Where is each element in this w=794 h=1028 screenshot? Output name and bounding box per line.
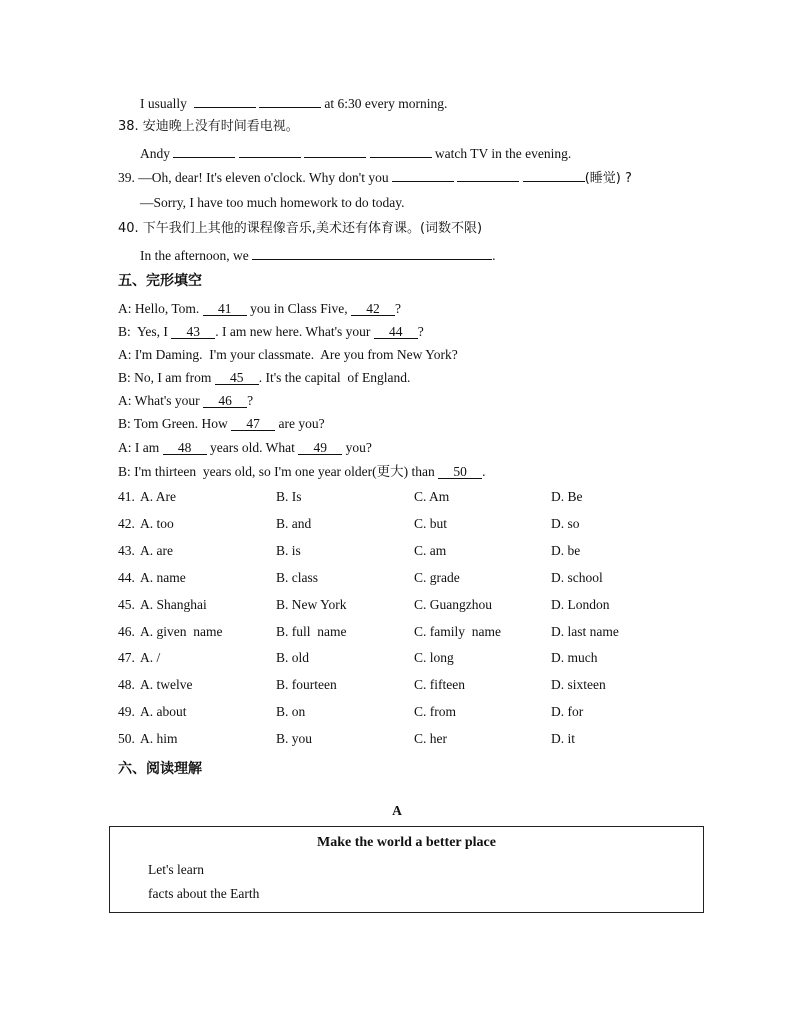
q40-start-text: In the afternoon, we: [140, 248, 249, 263]
cloze-blank[interactable]: 44: [374, 325, 418, 339]
q40-prompt: 40. 下午我们上其他的课程像音乐,美术还有体育课。(词数不限): [118, 221, 483, 236]
option-d[interactable]: D. much: [551, 650, 598, 665]
option-c[interactable]: C. Am: [414, 489, 450, 504]
answer-blank[interactable]: [173, 144, 235, 158]
q38-prompt: 38. 安迪晚上没有时间看电视。: [118, 119, 299, 134]
dialog-text: B: No, I am from: [118, 370, 215, 385]
cloze-heading: 五、完形填空: [118, 273, 202, 289]
dialog-text: . It's the capital of England.: [258, 370, 411, 385]
q39-line1: [118, 168, 632, 188]
cloze-blank[interactable]: 46: [203, 394, 247, 408]
dialog-text: B: Yes, I: [118, 324, 172, 339]
option-d[interactable]: D. school: [551, 570, 603, 585]
option-number: 44.: [118, 570, 135, 585]
option-b[interactable]: B. fourteen: [276, 677, 337, 692]
dialog-text: ?: [417, 324, 424, 339]
option-d[interactable]: D. it: [551, 731, 576, 746]
answer-blank[interactable]: [304, 144, 366, 158]
q39-start-text: 39. —Oh, dear! It's eleven o'clock. Why don't you: [118, 170, 389, 185]
dialog-line: [118, 463, 486, 481]
reading-passage-box: [109, 826, 704, 913]
answer-blank[interactable]: [252, 246, 492, 260]
option-b[interactable]: B. on: [276, 704, 306, 719]
option-b[interactable]: B. full name: [276, 624, 347, 639]
option-a[interactable]: A. him: [140, 731, 178, 746]
option-a[interactable]: A. name: [140, 570, 186, 585]
passage-label: A: [392, 803, 402, 818]
option-a[interactable]: A. Shanghai: [140, 597, 207, 612]
q40-answer-line: [140, 246, 495, 265]
dialog-text: A: I'm Daming. I'm your classmate. Are you from New York?: [118, 347, 458, 362]
option-b[interactable]: B. and: [276, 516, 312, 531]
option-number: 48.: [118, 677, 135, 692]
cloze-blank[interactable]: 50: [438, 465, 482, 479]
q37-start-text: I usually: [140, 96, 187, 111]
option-c[interactable]: C. fifteen: [414, 677, 465, 692]
q37-answer-line: [140, 94, 447, 113]
dialog-text: ?: [394, 301, 401, 316]
answer-blank[interactable]: [194, 94, 256, 108]
cloze-blank[interactable]: 43: [171, 325, 215, 339]
option-d[interactable]: D. Be: [551, 489, 583, 504]
q39-hint: (睡觉) ?: [584, 171, 632, 186]
cloze-blank[interactable]: 49: [298, 441, 342, 455]
option-a[interactable]: A. Are: [140, 489, 176, 504]
cloze-blank[interactable]: 48: [163, 441, 207, 455]
dialog-text: B: Tom Green. How: [118, 416, 232, 431]
q38-end-text: watch TV in the evening.: [434, 146, 572, 161]
option-number: 46.: [118, 624, 135, 639]
reading-heading: 六、阅读理解: [118, 761, 202, 777]
option-a[interactable]: A. /: [140, 650, 161, 665]
option-b[interactable]: B. old: [276, 650, 310, 665]
dialog-text: years old. What: [206, 440, 299, 455]
option-number: 42.: [118, 516, 135, 531]
dialog-text: . I am new here. What's your: [215, 324, 374, 339]
dialog-line: [118, 439, 372, 457]
option-number: 47.: [118, 650, 135, 665]
option-number: 50.: [118, 731, 135, 746]
cloze-blank[interactable]: 47: [231, 417, 275, 431]
dialog-text: A: What's your: [118, 393, 204, 408]
q37-end-text: at 6:30 every morning.: [324, 96, 448, 111]
option-number: 49.: [118, 704, 135, 719]
cloze-blank[interactable]: 42: [351, 302, 395, 316]
q40-end-text: .: [492, 248, 496, 263]
option-b[interactable]: B. New York: [276, 597, 347, 612]
option-c[interactable]: C. am: [414, 543, 447, 558]
option-a[interactable]: A. given name: [140, 624, 223, 639]
option-b[interactable]: B. you: [276, 731, 313, 746]
answer-blank[interactable]: [370, 144, 432, 158]
option-b[interactable]: B. is: [276, 543, 301, 558]
dialog-text: ?: [247, 393, 254, 408]
option-d[interactable]: D. London: [551, 597, 610, 612]
q38-answer-line: [140, 144, 571, 163]
option-b[interactable]: B. Is: [276, 489, 302, 504]
option-number: 41.: [118, 489, 135, 504]
option-number: 45.: [118, 597, 135, 612]
dialog-text: A: I am: [118, 440, 163, 455]
q38-start-text: Andy: [140, 146, 170, 161]
dialog-text: .: [482, 464, 486, 479]
option-c[interactable]: C. Guangzhou: [414, 597, 492, 612]
dialog-line: [118, 300, 401, 318]
option-d[interactable]: D. so: [551, 516, 580, 531]
option-d[interactable]: D. for: [551, 704, 584, 719]
dialog-text: you in Class Five,: [246, 301, 351, 316]
dialog-line: [118, 415, 325, 433]
option-b[interactable]: B. class: [276, 570, 318, 585]
option-c[interactable]: C. family name: [414, 624, 501, 639]
option-c[interactable]: C. her: [414, 731, 447, 746]
cloze-blank[interactable]: 41: [203, 302, 247, 316]
answer-blank[interactable]: [523, 168, 585, 182]
dialog-text: B: I'm thirteen years old, so I'm one year older(更大) than: [118, 464, 439, 479]
option-d[interactable]: D. be: [551, 543, 581, 558]
passage-title: Make the world a better place: [317, 835, 496, 850]
passage-line: facts about the Earth: [148, 886, 260, 901]
dialog-line: [118, 369, 410, 387]
option-c[interactable]: C. long: [414, 650, 454, 665]
option-c[interactable]: C. grade: [414, 570, 460, 585]
option-d[interactable]: D. sixteen: [551, 677, 606, 692]
option-c[interactable]: C. but: [414, 516, 448, 531]
dialog-line: [118, 392, 253, 410]
cloze-blank[interactable]: 45: [215, 371, 259, 385]
passage-line: Let's learn: [148, 862, 205, 877]
answer-blank[interactable]: [457, 168, 519, 182]
option-a[interactable]: A. about: [140, 704, 187, 719]
dialog-text: are you?: [275, 416, 325, 431]
dialog-text: you?: [342, 440, 372, 455]
q39-line2: —Sorry, I have too much homework to do today.: [140, 195, 405, 210]
option-a[interactable]: A. are: [140, 543, 173, 558]
option-a[interactable]: A. too: [140, 516, 174, 531]
option-number: 43.: [118, 543, 135, 558]
answer-blank[interactable]: [239, 144, 301, 158]
answer-blank[interactable]: [392, 168, 454, 182]
dialog-line: [118, 323, 424, 341]
answer-blank[interactable]: [259, 94, 321, 108]
dialog-line: [118, 346, 458, 364]
option-a[interactable]: A. twelve: [140, 677, 193, 692]
option-c[interactable]: C. from: [414, 704, 456, 719]
option-d[interactable]: D. last name: [551, 624, 619, 639]
dialog-text: A: Hello, Tom.: [118, 301, 203, 316]
